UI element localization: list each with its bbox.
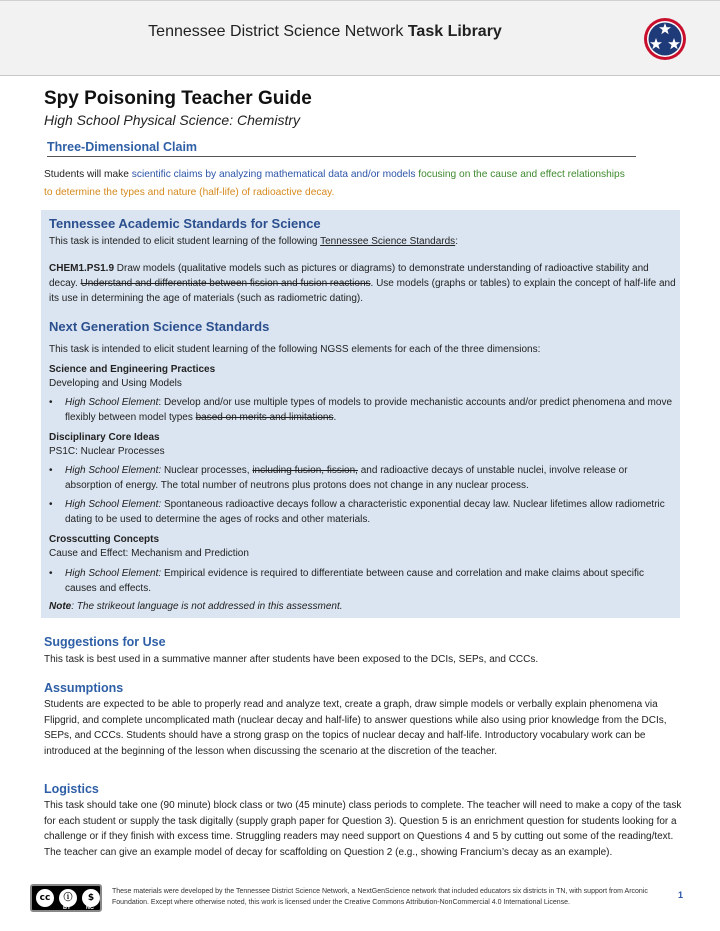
header-title-bold: Task Library — [407, 23, 502, 40]
doc-subtitle: High School Physical Science: Chemistry — [44, 112, 300, 128]
sep-heading: Science and Engineering Practices — [49, 364, 216, 375]
sep-element-strike: based on merits and limitations — [195, 412, 334, 423]
assumptions-text: Students are expected to be able to properly read and analyze text, create a graph, draw simple models or verbally explain phenomena via Flipgrid, and complete uncomplicated math (nuclear decay and half-life) to answer questions while also using prior knowledge from the DCIs, SEPs, and CCCs. Students should have a strong grasp on the topics of nuclear decay and half-life. Introductory vocabulary work can be introduced at the beginning of the lesson when discussing the scenario at the discretion of the teacher. — [44, 699, 667, 757]
logistics-heading: Logistics — [44, 782, 99, 796]
suggestions-text: This task is best used in a summative manner after students have been exposed to the DCIs, SEPs, and CCCs. — [44, 654, 539, 665]
tn-standard-text — [49, 261, 677, 306]
header-title — [0, 23, 650, 41]
sep-subheading: Developing and Using Models — [49, 378, 182, 389]
cc-by-label: BY — [63, 905, 71, 911]
license-text: These materials were developed by the Tennessee District Science Network, a NextGenScience network that included educators six districts in TN, with support from Arconic Foundation. Except where otherwise noted, this work is licensed under the Creative Commons Attribution-NonCommercial 4.0 International License. — [112, 888, 648, 906]
dci-element-1-strike: including fusion, fission, — [252, 465, 358, 476]
claim-text-sep: scientific claims by analyzing mathematical data and/or models — [131, 169, 416, 180]
standard-code: CHEM1.PS1.9 — [49, 263, 115, 274]
tn-standards-heading: Tennessee Academic Standards for Science — [49, 216, 321, 231]
dci-subheading: PS1C: Nuclear Processes — [49, 446, 165, 457]
header-title-normal: Tennessee District Science Network — [148, 23, 404, 40]
standard-text-b: . Use models (graphs or tables) to explain the concept of half-life and its use in determining the age of materials (such as radiometric dating). — [49, 278, 676, 304]
sep-element-a: : Develop and/or use multiple types of models to provide mechanistic accounts and/or predict phenomena and move flexibly between model types — [65, 397, 673, 423]
noncommercial-icon: $ — [82, 889, 100, 907]
ccc-heading: Crosscutting Concepts — [49, 534, 160, 545]
bullet-dot: • — [49, 499, 53, 510]
creative-commons-badge[interactable] — [30, 884, 102, 912]
page-header — [0, 0, 720, 76]
note-text: : The strikeout language is not addressed in this assessment. — [71, 601, 343, 612]
tn-intro-b: : — [455, 236, 458, 247]
standard-text-strike: Understand and differentiate between fission and fusion reactions — [80, 278, 371, 289]
page-number: 1 — [678, 890, 684, 900]
sep-bullet — [49, 395, 675, 425]
ngss-intro: This task is intended to elicit student learning of the following NGSS elements for each of the three dimensions: — [49, 344, 541, 355]
suggestions-heading: Suggestions for Use — [44, 635, 166, 649]
cc-nc-label: NC — [86, 905, 94, 911]
dci-element-1-b: and radioactive decays of unstable nuclei, involve release or absorption of energy. The total number of neutrons plus protons does not change in any nuclear process. — [65, 465, 628, 491]
claim-text — [44, 166, 684, 202]
claim-text-dci: to determine the types and nature (half-life) of radioactive decay. — [44, 187, 335, 198]
dci-element-2-label: High School Element: — [65, 499, 162, 510]
attribution-icon: ⓘ — [59, 889, 77, 907]
cc-icon: cc — [36, 889, 54, 907]
page-footer — [30, 884, 690, 914]
ccc-element-label: High School Element: — [65, 568, 162, 579]
claim-text-1: Students will make — [44, 169, 132, 180]
ccc-subheading: Cause and Effect: Mechanism and Prediction — [49, 548, 249, 559]
tennessee-tristar-logo — [643, 17, 687, 61]
dci-element-1-label: High School Element: — [65, 465, 162, 476]
ccc-bullet — [49, 566, 675, 596]
dci-element-1-a: Nuclear processes, — [161, 465, 253, 476]
tn-intro-a: This task is intended to elicit student learning of the following — [49, 236, 321, 247]
note-label: Note — [49, 601, 72, 612]
strikeout-note — [49, 599, 343, 614]
sep-element-label: High School Element — [65, 397, 159, 408]
dci-bullet-2 — [49, 497, 675, 527]
sep-element-b: . — [333, 412, 337, 423]
assumptions-heading: Assumptions — [44, 681, 124, 695]
ccc-element-text: Empirical evidence is required to differentiate between cause and correlation and make claims about specific causes and effects. — [65, 568, 645, 594]
standards-box — [41, 210, 680, 618]
bullet-dot: • — [49, 397, 53, 408]
dci-bullet-1 — [49, 463, 675, 493]
dci-heading: Disciplinary Core Ideas — [49, 432, 160, 443]
bullet-dot: • — [49, 568, 53, 579]
claim-heading: Three-Dimensional Claim — [47, 140, 636, 157]
ngss-heading: Next Generation Science Standards — [49, 319, 270, 334]
tn-standards-link[interactable]: Tennessee Science Standards — [320, 236, 456, 247]
claim-text-ccc: focusing on the cause and effect relationships — [415, 169, 625, 180]
logistics-text: This task should take one (90 minute) block class or two (45 minute) class periods to complete. The teacher will need to make a copy of the task for each student or supply the task digitally (supply graph paper for Question 3). Question 5 is an enrichment question for students looking for a challenge or if they finish with excess time. Struggling readers may need support on Questions 4 and 5 by cutting out some of the reading/text. The teacher can give an example model of decay for scaffolding on Question 2 (e.g., showing Francium’s decay as an example). — [44, 800, 682, 858]
bullet-dot: • — [49, 465, 53, 476]
doc-title: Spy Poisoning Teacher Guide — [44, 88, 312, 109]
dci-element-2-text: Spontaneous radioactive decays follow a characteristic exponential decay law. Nuclear lifetimes allow radiometric dating to be used to determine the ages of rocks and other materials. — [65, 499, 665, 525]
standard-text-a: Draw models (qualitative models such as pictures or diagrams) to demonstrate understanding of radioactive stability and decay. — [49, 263, 649, 289]
tn-standards-intro — [49, 234, 674, 249]
